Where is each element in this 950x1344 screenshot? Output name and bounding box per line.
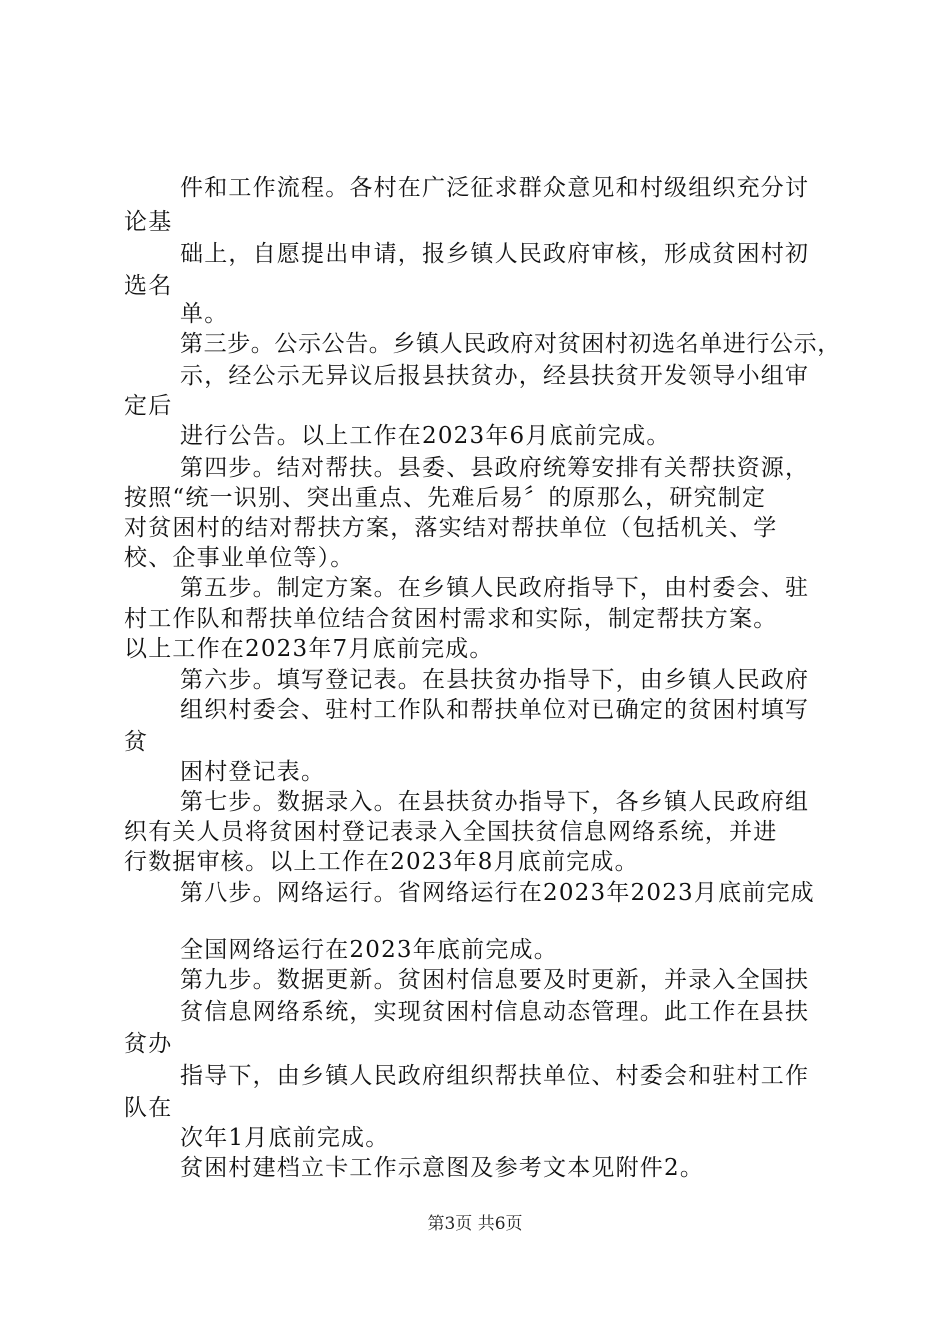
text-line: 第五步。制定方案。在乡镇人民政府指导下，由村委会、驻: [180, 575, 810, 601]
text-line: 第七步。数据录入。在县扶贫办指导下，各乡镇人民政府组: [180, 789, 810, 815]
text-line: 论基: [124, 209, 173, 235]
text-line: 校、企事业单位等）。: [124, 545, 355, 571]
text-line: 件和工作流程。各村在广泛征求群众意见和村级组织充分讨: [180, 175, 810, 201]
text-line: 困村登记表。: [180, 759, 326, 785]
text-line: 队在: [124, 1095, 173, 1121]
text-line: 次年1月底前完成。: [180, 1125, 390, 1151]
text-line: 贫: [124, 729, 149, 755]
text-line: 行数据审核。以上工作在2023年8月底前完成。: [124, 849, 639, 875]
text-line: 第九步。数据更新。贫困村信息要及时更新，并录入全国扶: [180, 967, 810, 993]
page-footer: 第3页 共6页: [427, 1214, 523, 1234]
text-line: 指导下，由乡镇人民政府组织帮扶单位、村委会和驻村工作: [180, 1063, 810, 1089]
text-line: 村工作队和帮扶单位结合贫困村需求和实际，制定帮扶方案。: [124, 606, 778, 632]
text-line: 第八步。网络运行。省网络运行在2023年2023月底前完成: [180, 880, 815, 906]
text-line: 第六步。填写登记表。在县扶贫办指导下，由乡镇人民政府: [180, 667, 810, 693]
text-line: 贫办: [124, 1031, 173, 1057]
text-line: 选名: [124, 273, 173, 299]
text-line: 第四步。结对帮扶。县委、县政府统筹安排有关帮扶资源，: [180, 455, 810, 481]
text-line: 单。: [180, 301, 229, 327]
text-line: 对贫困村的结对帮扶方案，落实结对帮扶单位（包括机关、学: [124, 515, 778, 541]
text-line: 示，经公示无异议后报县扶贫办，经县扶贫开发领导小组审: [180, 363, 810, 389]
text-line: 组织村委会、驻村工作队和帮扶单位对已确定的贫困村填写: [180, 697, 810, 723]
text-line: 按照“统一识别、突出重点、先难后易〞的原那么，研究制定: [124, 485, 767, 511]
text-line: 全国网络运行在2023年底前完成。: [180, 937, 558, 963]
text-line: 进行公告。以上工作在2023年6月底前完成。: [180, 423, 671, 449]
text-line: 定后: [124, 393, 173, 419]
text-line: 贫困村建档立卡工作示意图及参考文本见附件2。: [180, 1155, 705, 1181]
text-line: 第三步。公示公告。乡镇人民政府对贫困村初选名单进行公示，: [180, 331, 841, 357]
text-line: 贫信息网络系统，实现贫困村信息动态管理。此工作在县扶: [180, 999, 810, 1025]
text-line: 织有关人员将贫困村登记表录入全国扶贫信息网络系统，并进: [124, 819, 778, 845]
text-line: 以上工作在2023年7月底前完成。: [124, 636, 494, 662]
text-line: 础上，自愿提出申请，报乡镇人民政府审核，形成贫困村初: [180, 241, 810, 267]
